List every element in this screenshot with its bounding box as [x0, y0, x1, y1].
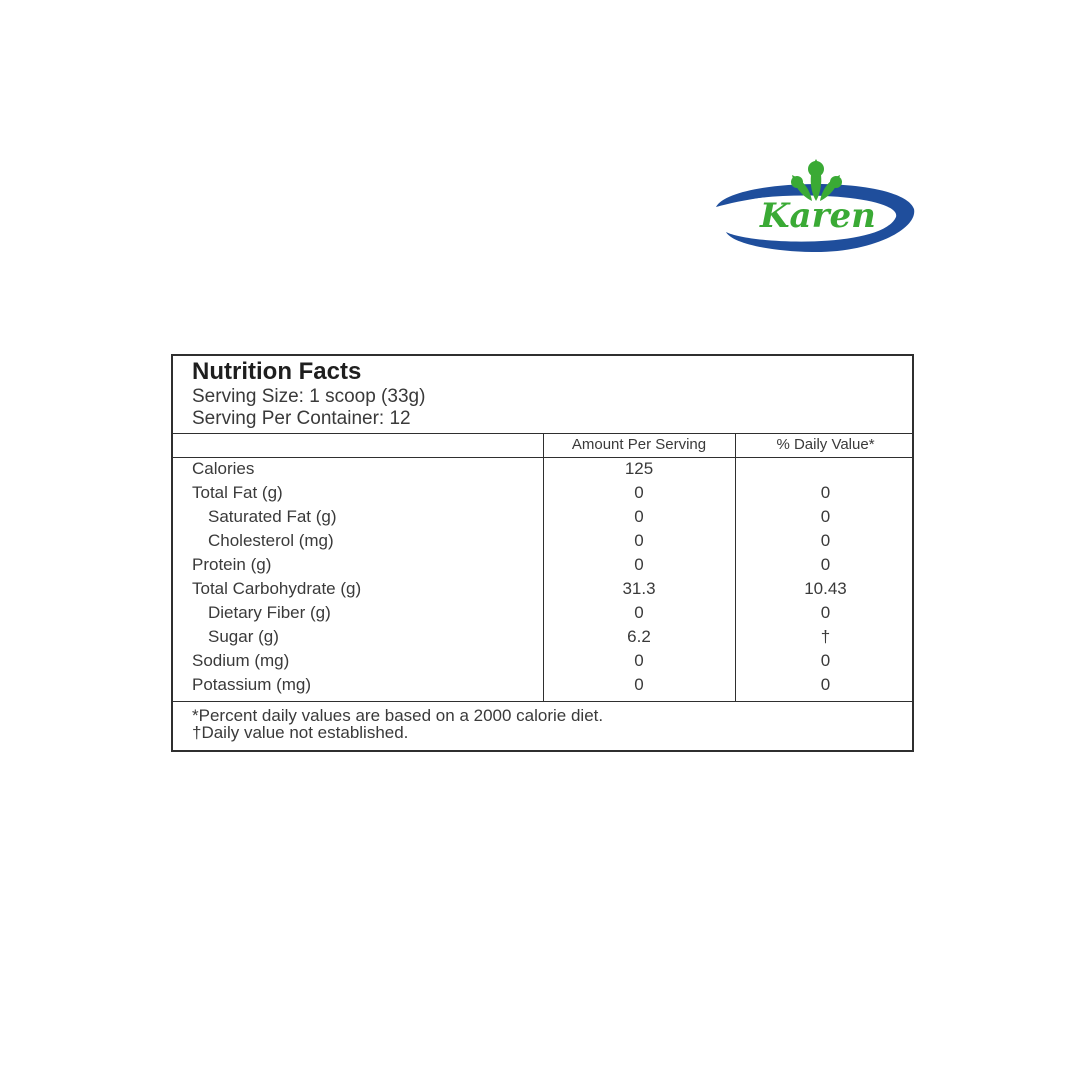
nutrient-amount: 0: [634, 531, 644, 550]
table-row: [173, 457, 912, 481]
nutrient-amount: 125: [624, 459, 654, 478]
amount-column-header: Amount Per Serving: [571, 436, 707, 453]
nutrient-amount: 31.3: [622, 579, 656, 598]
nutrient-name: Dietary Fiber (g): [208, 603, 331, 622]
nutrient-daily-value: 0: [820, 651, 831, 670]
svg-text:Karen: Karen: [760, 196, 876, 236]
nutrient-daily-value: 0: [820, 483, 831, 502]
table-row: [173, 649, 912, 673]
footnote-daily-values: *Percent daily values are based on a 2000 calorie diet.: [192, 706, 604, 725]
label-title: Nutrition Facts: [192, 358, 362, 385]
table-row: [173, 481, 912, 505]
nutrient-daily-value: 0: [820, 603, 831, 622]
serving-size: Serving Size: 1 scoop (33g): [192, 386, 426, 407]
label-header: [173, 356, 912, 434]
nutrient-amount: 0: [634, 483, 644, 502]
nutrient-amount: 0: [634, 603, 644, 622]
nutrient-name: Sodium (mg): [192, 651, 290, 670]
footnote-not-established: †Daily value not established.: [192, 723, 409, 742]
nutrient-amount: 0: [634, 555, 644, 574]
nutrient-name: Total Carbohydrate (g): [192, 579, 362, 598]
nutrient-daily-value: 0: [820, 531, 831, 550]
nutrient-amount: 0: [634, 675, 644, 694]
nutrient-daily-value: 0: [820, 507, 831, 526]
table-row: [173, 553, 912, 577]
nutrient-amount: 0: [634, 507, 644, 526]
nutrient-name: Cholesterol (mg): [208, 531, 334, 550]
nutrient-daily-value: 0: [820, 555, 831, 574]
nutrition-facts-label: [171, 354, 914, 752]
table-row: [173, 529, 912, 553]
nutrient-name: Saturated Fat (g): [208, 507, 337, 526]
nutrient-daily-value: 0: [820, 675, 831, 694]
nutrient-name: Sugar (g): [208, 627, 279, 646]
nutrient-name: Calories: [192, 459, 255, 478]
table-row: [173, 625, 912, 649]
servings-per-container: Serving Per Container: 12: [192, 408, 411, 429]
nutrient-name: Potassium (mg): [192, 675, 312, 694]
nutrient-name: Total Fat (g): [192, 483, 283, 502]
nutrient-rows: [173, 457, 912, 697]
table-row: [173, 601, 912, 625]
nutrient-amount: 0: [634, 651, 644, 670]
label-footnotes: [173, 701, 912, 753]
nutrient-daily-value: †: [820, 627, 831, 646]
table-row: [173, 577, 912, 601]
table-row: [173, 505, 912, 529]
brand-logo: [712, 157, 916, 257]
daily-value-column-header: % Daily Value*: [776, 436, 875, 453]
nutrient-daily-value: 10.43: [804, 579, 847, 598]
nutrient-amount: 6.2: [627, 627, 651, 646]
table-row: [173, 673, 912, 697]
nutrient-name: Protein (g): [192, 555, 272, 574]
